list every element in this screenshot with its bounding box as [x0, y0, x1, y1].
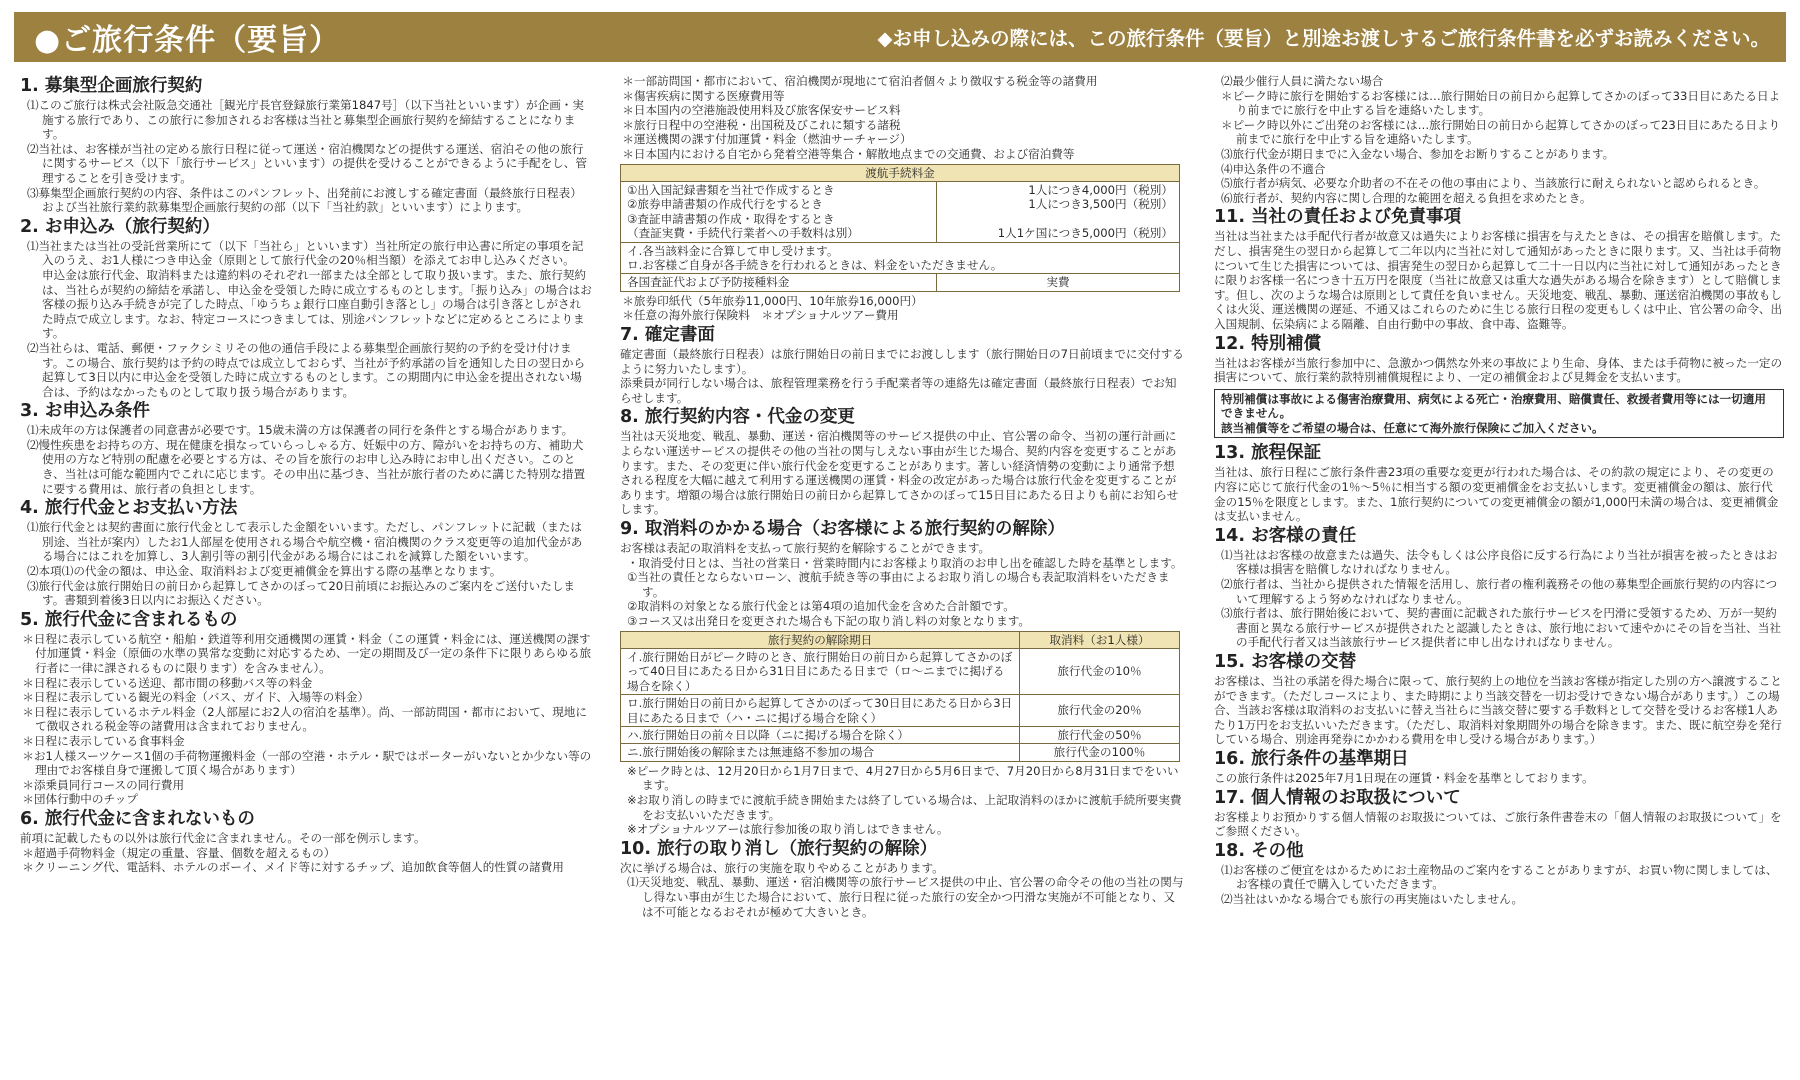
paragraph: ⑵本項⑴の代金の額は、申込金、取消料および変更補償金を算出する際の基準となります。 [26, 564, 502, 579]
table-cell: 旅行代金の100％ [1020, 744, 1180, 761]
table-cell: 旅行代金の20％ [1020, 695, 1180, 727]
paragraph: ⑵最少催行人員に満たない場合 [1220, 74, 1384, 88]
paragraph: 当社は当社または手配代行者が故意又は過失によりお客様に損害を与えたときは、その損害を賠償します。ただし、損害発生の翌日から起算して二年以内に当社に対して通知があったときに限ります。又、当社は手荷物について生じた損害については、損害発生の翌日から起算して二十一日以内に当社に対して通知があったときに限りお客様一名につき十五万円を限度（当社に故意又は重大な過失がある場合を除きます）として賠償します。但し、次のような場合は原則として責任を負いません。天災地変、戦乱、暴動、運送宿泊機関の事故もしくは火災、運送機関の遅延、不通又はこれらのために生じる旅行日程の変更もしくは中止、官公署の命令、出入国規制、伝染病による隔離、自由行動中の事故、食中毒、盗難等。 [1214, 229, 1783, 331]
list-item: ＊傷害疾病に関する医療費用等 [622, 88, 785, 103]
list-item: ＊一部訪問国・都市において、宿泊機関が現地にて宿泊者個々より徴収する税金等の諸費用 [622, 74, 1098, 88]
paragraph: ⑴当社はお客様の故意または過失、法令もしくは公序良俗に反する行為により当社が損害を被ったときはお客様は損害を賠償しなければなりません。 [1220, 547, 1778, 577]
column-middle [620, 74, 1186, 1074]
table-row [621, 695, 1180, 727]
note: ※オプショナルツアーは旅行参加後の取り消しはできません。 [626, 822, 949, 837]
paragraph: お客様は表記の取消料を支払って旅行契約を解除することができます。 [620, 540, 991, 555]
table-header: 渡航手続料金 [621, 164, 1180, 181]
paragraph: ⑷申込条件の不適合 [1220, 161, 1326, 176]
section-10-continued [1214, 74, 1784, 205]
reading-notice: ◆お申し込みの際には、この旅行条件（要旨）と別途お渡しするご旅行条件書を必ずお読みください。 [877, 27, 1770, 50]
paragraph: ⑶旅行者は、旅行開始後において、契約書面に記載された旅行サービスを円滑に受領するため、万が一契約書面と異なる旅行サービスが提供されたと認識したときは、旅行地において速やかにその旨を当社、当社の手配代行者又は当該旅行サービス提供者に申し出なければなりません。 [1220, 606, 1781, 650]
table-row [621, 648, 1180, 694]
header-banner [14, 12, 1786, 62]
list-item: ＊旅行日程中の空港税・出国税及びこれに類する諸税 [622, 117, 901, 132]
column-left [20, 74, 592, 1074]
table-cell: ロ.旅行開始日の前日から起算してさかのぼって30日目にあたる日から3日目にあたる日まで（ハ・ニに掲げる場合を除く） [621, 695, 1020, 727]
section-11 [1214, 206, 1784, 331]
visa-label: 各国査証代および予防接種料金 [621, 274, 937, 291]
fee-value: 1人につき3,500円（税別） [1028, 197, 1173, 212]
section-7 [620, 324, 1186, 405]
list-item: ＊お1人様スーツケース1個の手荷物運搬料金（一部の空港・ホテル・駅ではポーターがいないとか少ない等の理由でお客様自身で運搬して頂く場合があります） [22, 748, 592, 778]
section-title: 6. 旅行代金に含まれないもの [20, 808, 255, 829]
section-title: 1. 募集型企画旅行契約 [20, 76, 203, 96]
section-16 [1214, 748, 1784, 786]
paragraph: ⑴天災地変、戦乱、暴動、運送・宿泊機関等の旅行サービス提供の中止、官公署の命令その他の当社の関与し得ない事由が生じた場合において、旅行日程に従った旅行の安全かつ円滑な実施が不可能となり、又は不可能となるおそれが極めて大きいとき。 [626, 875, 1184, 919]
list-item: ＊日程に表示している観光の料金（バス、ガイド、入場等の料金） [22, 690, 370, 705]
section-title: 7. 確定書面 [620, 325, 715, 345]
section-18 [1214, 840, 1784, 907]
table-row [621, 726, 1180, 743]
paragraph: ②取消料の対象となる旅行代金とは第4項の追加代金を含めた合計額です。 [626, 599, 1015, 614]
paragraph: ⑵旅行者は、当社から提供された情報を活用し、旅行者の権利義務その他の募集型企画旅行契約の内容について理解するよう努めなければなりません。 [1220, 577, 1778, 606]
notice-line: 該当補償等をご希望の場合は、任意にて海外旅行保険にご加入ください。 [1221, 420, 1604, 435]
section-title: 11. 当社の責任および免責事項 [1214, 207, 1462, 228]
paragraph: 当社は天災地変、戦乱、暴動、運送・宿泊機関等のサービス提供の中止、官公署の命令、当初の運行計画によらない運送サービスの提供その他の当社の関与しえない事由が生じた場合、契約内容を変更することがあります。また、その変更に伴い旅行代金を変更することがあります。著しい経済情勢の変動により通常予想される程度を大幅に越えて利用する運送機関の運賃・料金の改定があった場合は旅行代金を変更することがあります。増額の場合は旅行開始日の前日から起算してさかのぼって15日目にあたる日よりも前にお知らせします。 [620, 429, 1179, 517]
column-header: 取消料（お1人様） [1020, 631, 1180, 648]
paragraph: 前項に記載したもの以外は旅行代金に含まれません。その一部を例示します。 [20, 830, 426, 845]
fee-notes [621, 242, 1180, 274]
paragraph: ⑴このご旅行は株式会社阪急交通社［観光庁長官登録旅行業第1847号］（以下当社といいます）が企画・実施する旅行であり、この旅行に参加されるお客様は当社と募集型企画旅行契約を締結することになります。 [26, 98, 584, 142]
note: ※ピーク時とは、12月20日から1月7日まで、4月27日から5月6日まで、7月20日から8月31日までをいいます。 [626, 763, 1179, 793]
fee-value: 1人1ケ国につき5,000円（税別） [997, 226, 1173, 241]
paragraph: ⑹旅行者が、契約内容に関し合理的な範囲を超える負担を求めたとき。 [1220, 190, 1592, 205]
paragraph: 申込金は旅行代金、取消料または違約料のそれぞれ一部または全部として取り扱います。また、旅行契約は、当社らが契約の締結を承諾し、申込金を受領した時に成立するものとします。「振り込み」の場合はお客様の振り込み手続きが完了した時点、「ゆうちょ銀行口座自動引き落とし」の場合は引き落としがされた時点で成立します。なお、特定コースにつきましては、別途パンフレットなどに定めるところによります。 [42, 267, 592, 341]
section-9 [620, 518, 1186, 837]
section-6 [20, 808, 592, 875]
section-title: 13. 旅程保証 [1214, 443, 1322, 464]
fee-label: ③査証申請書類の作成・取得をするとき [627, 211, 835, 226]
list-item: ＊運送機関の課す付加運賃・料金（燃油サーチャージ） [622, 132, 912, 147]
section-title: 17. 個人情報のお取扱について [1214, 787, 1461, 808]
page-title: ●ご旅行条件（要旨） [34, 23, 341, 58]
paragraph: お客様よりお預かりする個人情報のお取扱については、ご旅行条件書巻末の「個人情報のお取扱について」をご参照ください。 [1214, 809, 1782, 839]
paragraph: ・取消受付日とは、当社の営業日・営業時間内にお客様より取消のお申し出を確認した時を基準とします。 [626, 555, 1183, 570]
fee-values [937, 181, 1180, 242]
section-title: 18. その他 [1214, 840, 1304, 861]
section-5 [20, 609, 592, 807]
paragraph: 確定書面（最終旅行日程表）は旅行開始日の前日までにお渡しします（旅行開始日の7日前頃までに交付するように努力いたします）。 [620, 347, 1184, 376]
column-header: 旅行契約の解除期日 [621, 631, 1020, 648]
list-item: ＊団体行動中のチップ [22, 792, 138, 807]
note: ※お取り消しの時までに渡航手続き開始または終了している場合は、上記取消料のほかに渡航手続所要実費をお支払いいただきます。 [626, 792, 1182, 822]
list-item: ＊日程に表示している食事料金 [22, 733, 185, 748]
paragraph: ⑴当社または当社の受託営業所にて（以下「当社ら」といいます）当社所定の旅行申込書に所定の事項を記入のうえ、お1人様につき申込金（原則として旅行代金の20％相当額）を添えてお申し込みください。 [26, 238, 584, 268]
paragraph: ⑶旅行代金は旅行開始日の前日から起算してさかのぼって20日前頃にお振込みのご案内をご送付いたします。書類到着後3日以内にお振込ください。 [26, 578, 576, 608]
section-2 [20, 216, 592, 400]
section-title: 2. お申込み（旅行契約） [20, 216, 220, 237]
section-1 [20, 75, 592, 215]
table-cell: イ.旅行開始日がピーク時のとき、旅行開始日の前日から起算してさかのぼって40日目にあたる日から31日目にあたる日まで（ロ～ニまでに掲げる場合を除く） [621, 648, 1020, 694]
section-title: 5. 旅行代金に含まれるもの [20, 609, 238, 630]
paragraph: ⑴未成年の方は保護者の同意書が必要です。15歳未満の方は保護者の同行を条件とする場合があります。 [26, 423, 574, 438]
section-title: 12. 特別補償 [1214, 333, 1322, 354]
list-item: ＊日本国内における自宅から発着空港等集合・解散地点までの交通費、および宿泊費等 [622, 146, 1075, 161]
paragraph: ⑵当社はいかなる場合でも旅行の再実施はいたしません。 [1220, 891, 1524, 906]
section-10 [620, 838, 1186, 919]
table-cell: ニ.旅行開始後の解除または無連絡不参加の場合 [621, 744, 1020, 761]
section-8 [620, 406, 1186, 517]
paragraph: この旅行条件は2025年7月1日現在の運賃・料金を基準としております。 [1214, 770, 1594, 785]
fee-labels [621, 181, 937, 242]
list-item: ＊日程に表示している航空・船舶・鉄道等利用交通機関の運賃・料金（この運賃・料金には、運送機関の課す付加運賃・料金（原価の水準の異常な変動に対応するため、一定の期間及び一定の条件下に限りあらゆる旅行者に一律に課されるものに限ります）を含みません）。 [22, 631, 592, 675]
paragraph: ＊ピーク時に旅行を開始するお客様には…旅行開始日の前日から起算してさかのぼって33日目にあたる日より前までに旅行を中止する旨を連絡いたします。 [1220, 88, 1781, 118]
section-title: 14. お客様の責任 [1214, 525, 1357, 546]
fee-label: ①出入国記録書類を当社で作成するとき [627, 182, 835, 197]
section-17 [1214, 787, 1784, 839]
column-right [1214, 74, 1784, 1074]
fee-note: イ.各当該料金に合算して申し受けます。 [627, 243, 839, 258]
fee-label: （査証実費・手続代行業者への手数料は別） [627, 226, 859, 241]
table-row [621, 744, 1180, 761]
table-cell: ハ.旅行開始日の前々日以降（ニに掲げる場合を除く） [621, 726, 1020, 743]
paragraph: ⑸旅行者が病気、必要な介助者の不在その他の事由により、当該旅行に耐えられないと認められるとき。 [1220, 176, 1766, 191]
paragraph: ⑶旅行代金が期日までに入金ない場合、参加をお断りすることがあります。 [1220, 146, 1615, 161]
paragraph: お客様は、当社の承諾を得た場合に限って、旅行契約上の地位を当該お客様が指定した別の方へ譲渡することができます。（ただしコースにより、また時期により当該交替を一切お受けできない場合があります。）この場合、当該お客様は取消料のお支払いに替え当社らに当該交替に要する手数料として交替を受けるお客様1人あたり1万円をお支払いいただきます。（ただし、取消料対象期間外の場合を除きます。また、既に航空券を発行している場合、別途再発券にかかわる費用を申し受ける場合があります。） [1214, 674, 1782, 747]
section-title: 16. 旅行条件の基準期日 [1214, 748, 1409, 769]
section-title: 10. 旅行の取り消し（旅行契約の解除） [620, 838, 938, 859]
notice-line: 特別補償は事故による傷害治療費用、病気による死亡・治療費用、賠償責任、救援者費用等には一切適用できません。 [1221, 391, 1766, 421]
section-15 [1214, 651, 1784, 747]
procedure-fee-table [620, 164, 1180, 292]
table-cell: 旅行代金の50％ [1020, 726, 1180, 743]
paragraph: 次に挙げる場合は、旅行の実施を取りやめることがあります。 [620, 860, 944, 875]
paragraph: ⑵慢性疾患をお持ちの方、現在健康を損なっていらっしゃる方、妊娠中の方、障がいをお持ちの方、補助犬使用の方など特別の配慮を必要とする方は、その旨を旅行のお申し込み時にお申し出ください。このとき、当社は可能な範囲内でこれに応じます。その申出に基づき、当社が旅行者のために講じた特別な措置に要する費用は、旅行者の負担とします。 [26, 437, 586, 496]
fee-value: 1人につき4,000円（税別） [1028, 182, 1173, 197]
section-title: 9. 取消料のかかる場合（お客様による旅行契約の解除） [620, 518, 1065, 539]
paragraph: ③コース又は出発日を変更された場合も下記の取り消し料の対象となります。 [626, 613, 1031, 628]
section-title: 4. 旅行代金とお支払い方法 [20, 498, 238, 519]
paragraph: 当社はお客様が当旅行参加中に、急激かつ偶然な外来の事故により生命、身体、または手荷物に被った一定の損害について、旅行業約款特別補償規程により、一定の補償金および見舞金を支払います。 [1214, 355, 1783, 385]
paragraph: ⑵当社らは、電話、郵便・ファクシミリその他の通信手段による募集型企画旅行契約の予約を受け付けます。この場合、旅行契約は予約の時点では成立しておらず、当社が予約承諾の旨を通知した日の翌日から起算して3日以内に申込金を受領した時に成立するものとします。この期間内に申込金を提出されない場合は、予約はなかったものとして取り扱う場合があります。 [26, 340, 586, 399]
list-item: ＊クリーニング代、電話料、ホテルのボーイ、メイド等に対するチップ、追加飲食等個人的性質の諸費用 [22, 860, 564, 875]
list-item: ＊旅券印紙代（5年旅券11,000円、10年旅券16,000円） [622, 293, 923, 308]
list-item: ＊任意の海外旅行保険料 ＊オプショナルツアー費用 [622, 308, 899, 323]
paragraph: ＊ピーク時以外にご出発のお客様には…旅行開始日の前日から起算してさかのぼって23日目にあたる日より前までに旅行を中止する旨を連絡いたします。 [1220, 117, 1781, 147]
list-item: ＊日程に表示しているホテル料金（2人部屋にお2人の宿泊を基準）。尚、一部訪問国・都市において、現地にて徴収される税金等の諸費用は含まれておりません。 [22, 704, 587, 734]
list-item: ＊日本国内の空港施設使用料及び旅客保安サービス料 [622, 103, 901, 118]
cancellation-fee-table [620, 631, 1180, 762]
paragraph: ⑴旅行代金とは契約書面に旅行代金として表示した金額をいいます。ただし、パンフレットに記載（または別途、当社が案内）したお1人部屋を使用される場合や航空機・宿泊機関のクラス変更等の追加代金がある場合にはこれを加算し、3人割引等の割引代金がある場合にはこれを減算した額をいいます。 [26, 520, 583, 564]
paragraph: 当社は、旅行日程にご旅行条件書23項の重要な変更が行われた場合は、その約款の規定により、その変更の内容に応じて旅行代金の1％～5％に相当する額の変更補償金をお支払いします。変更補償金の額は、旅行代金の15％を限度とします。また、1旅行契約についての変更補償金の額が1,000円未満の場合は、変更補償金は支払いません。 [1214, 465, 1779, 524]
paragraph: ⑵当社は、お客様が当社の定める旅行日程に従って運送・宿泊機関などの提供する運送、宿泊その他の旅行に関するサービス（以下「旅行サービス」といいます）の提供を受けることができるように手配をし、管理することを引き受けます。 [26, 141, 587, 185]
fee-note: ロ.お客様ご自身が各手続きを行われるときは、料金をいただきません。 [627, 258, 1003, 272]
paragraph: ⑴お客様のご便宜をはかるためにお土産物品のご案内をすることがありますが、お買い物に関しましては、お客様の責任で購入していただきます。 [1220, 862, 1778, 892]
section-6-continued [620, 74, 1186, 323]
section-12 [1214, 333, 1784, 439]
section-13 [1214, 442, 1784, 523]
paragraph: 添乗員が同行しない場合は、旅程管理業務を行う手配業者等の連絡先は確定書面（最終旅行日程表）でお知らせします。 [620, 376, 1177, 405]
list-item: ＊添乗員同行コースの同行費用 [22, 777, 185, 792]
visa-value: 実費 [937, 274, 1180, 291]
section-4 [20, 497, 592, 608]
section-14 [1214, 525, 1784, 650]
section-title: 15. お客様の交替 [1214, 652, 1357, 672]
section-title: 8. 旅行契約内容・代金の変更 [620, 407, 855, 428]
list-item: ＊日程に表示している送迎、都市間の移動バス等の料金 [22, 675, 313, 690]
paragraph: ⑶募集型企画旅行契約の内容、条件はこのパンフレット、出発前にお渡しする確定書面（最終旅行日程表）および当社旅行業約款募集型企画旅行契約の部（以下「当社約款」といいます）によります。 [26, 185, 582, 215]
fee-label: ②旅券申請書類の作成代行をするとき [627, 197, 823, 212]
paragraph: ①当社の責任とならないローン、渡航手続き等の事由によるお取り消しの場合も表記取消料をいただきます。 [626, 570, 1170, 599]
insurance-notice-box [1214, 389, 1784, 439]
list-item: ＊超過手荷物料金（規定の重量、容量、個数を超えるもの） [22, 845, 336, 860]
section-title: 3. お申込み条件 [20, 401, 150, 422]
section-3 [20, 400, 592, 496]
table-cell: 旅行代金の10％ [1020, 648, 1180, 694]
